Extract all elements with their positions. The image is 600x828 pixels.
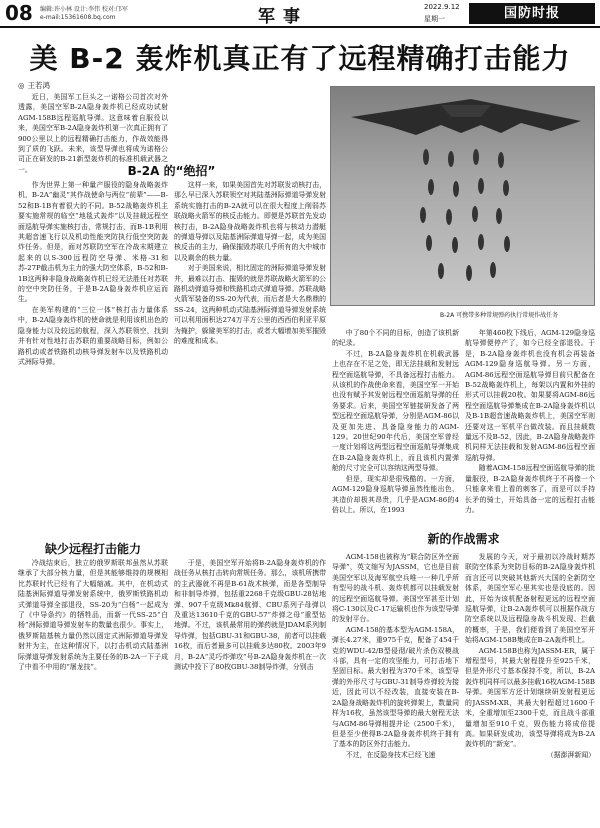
paragraph: 冷战结束后，独立的俄罗斯联邦虽然从苏联继承了大部分核力量，但是其能够维持的规模相比苏联时代已经有了大幅缩减。其中，在机动式陆基洲际弹道导弹发射系统中，俄罗斯铁路机动式弹道导弹全部退役，SS-20为“白杨”一起成为了《中导条约》的牺牲品，而新一代SS-25“白杨”洲际弹道导弹发射车的数量也很少。事实上，俄罗斯陆基核力量仍然以固定式洲际弹道导弹发射井为主，在这种情况下，以打击机动式陆基洲际弹道导弹发射系统为主要任务的B-2A一下子成了中看不中用的“屠龙技”。 bbox=[18, 559, 168, 672]
author-name: 王若鸿 bbox=[27, 81, 51, 90]
section2-column-2 bbox=[174, 558, 326, 672]
paragraph: 但是，现实却是很残酷的。一方面，AGM-129隐身巡航导弹虽然性能出色，其造价却极其昂贵，几乎是AGM-86的4倍以上。所以，在1993 bbox=[332, 474, 459, 514]
newspaper-logo: 国防时报 bbox=[469, 3, 595, 24]
section-heading-1: B-2A 的“绝招” bbox=[127, 164, 216, 178]
paragraph: 于是，美国空军开始将B-2A隐身轰炸机的作战任务从核打击转向常规任务。那么，该机所携带的主武器就不再是B-61战术核弹，而是各型制导和非制导炸弹，包括重2268千克级GBU-28钻地弹、907千克级Mk84航弹、CBU系列子母弹以及重达13610千克的GBU-57“炸弹之母”重型钻地弹。不过，该机最常用的弹药就是JDAM系列制导炸弹，包括GBU-31和GBU-38，前者可以挂载16枚，而后者最多可以挂载多达80枚。2003年9月，B-2A“灵巧炸弹攻”号B-2A隐身轰炸机在一次测试中投下了80枚GBU-38制导炸弹，分别击 bbox=[174, 559, 326, 672]
paragraph: 年第460枚下线后，AGM-129隐身巡航导弹便停产了，如今已经全部退役。于是，B-2A隐身轰炸机也没有机会再装备AGM-129隐身巡航导弹。另一方面，AGM-86远程空面巡航导弹目前只配备在B-52战略轰炸机上，每架以内置和外挂的形式可以挂载20枚。如果要将AGM-86远程空面巡航导弹集成在B-2A隐身轰炸机以及B-1B超音速战略轰炸机上，美国空军则还要对这一军机平台做改装。而且挂载数量远不及B-52，因此，B-2A隐身战略轰炸机同样无法挂载和发射AGM-86远程空面巡航导弹。 bbox=[465, 329, 595, 462]
section-heading-3: 新的作战需求 bbox=[427, 532, 500, 546]
paragraph: AGM-158B也称为JASSM-ER，属于增程型号，其最大射程提升至925千米，但是外形尺寸基本保持不变，所以，B-2A轰炸机同样可以最多挂载16枚AGM-158B导弹。美国军方还计划继续研发射程更远的JASSM-XR，其最大射程超过1600千米，全重增加至2300千克，而且战斗部重量增加至910千克，毁伤能力将成倍提高。如果研发成功，该型导弹将成为B-2A轰炸机的“新宠”。 bbox=[465, 646, 595, 749]
paragraph: 对于美国来说，相比固定的洲际弹道导弹发射井，最难以打击、摧毁的就是苏联战略火箭军的公路机动弹道导弹和铁路机动式弹道导弹。苏联战略火箭军装备的SS-20为代表，而后者是大名鼎鼎的SS-24，这两种机动式陆基洲际弹道导弹发射系统可以利用面积达274万平方公里的西西伯利亚平原为掩护，躲避美军的打击，或者大幅增加美军摧毁的难度和成本。 bbox=[174, 264, 326, 346]
staff-line: 编辑:许小林 设计:李伟 校对:邝军 bbox=[40, 6, 128, 13]
section3-column-1 bbox=[332, 552, 459, 760]
masthead bbox=[0, 0, 600, 28]
byline bbox=[18, 80, 50, 91]
editor-email: e-mail:15361608.bq.com bbox=[40, 14, 116, 21]
paragraph: 这样一来，如果美国首先对苏联发动核打击，那么早已深入苏联领空对其陆基洲际弹道导弹发射系统实施打击的B-2A就可以在很大程度上削弱苏联战略火箭军的核反击能力。即便是苏联首先发动核打击，B-2A隐身战略轰炸机也将与核动力潜艇的弹道导弹以及陆基洲际弹道导弹一起，成为美国核反击的主力，确保摧毁苏联几乎所有的大中城市以及剩余的核力量。 bbox=[174, 181, 326, 262]
paragraph: 不过，B-2A隐身轰炸机在机载武器上也存在不足之处，即无法挂载和发射远程空面巡航导弹，不具备远程打击能力。从该机的作战使命来看，美国空军一开始也没有赋予其发射远程空面巡航导弹的任务要求。后来，美国空军链接研发备了两型远程空面巡航导弹，分别是AGM-86以及更加先进、具备隐身能力的AGM-129。20世纪90年代后，美国空军曾经一度计划将这两型远程空面巡航导弹集成在B-2A隐身轰炸机上，而且该机内置弹舱的尺寸完全可以容纳这两型导弹。 bbox=[332, 349, 459, 473]
paragraph: 在美军构建的“三位一体”核打击力量体系中，B-2A隐身轰炸机的使命就是利用该机出色的隐身能力以及较远的航程，深入苏联领空，找到并有针对性地打击苏联的重要战略目标，例如公路机动或者铁路机动核导弹发射车以及铁路机动式洲际导弹。 bbox=[18, 305, 168, 366]
page-number: 08 bbox=[5, 1, 33, 25]
section1-column-1 bbox=[18, 180, 168, 367]
article-headline: 美 B-2 轰炸机真正有了远程精确打击能力 bbox=[29, 42, 571, 75]
section-heading-2: 缺少远程打击能力 bbox=[44, 542, 141, 556]
paragraph: 发展的今天，对于最初以冷战时期苏联防空体系为突防目标的B-2A隐身轰炸机而言还可以突破其他新兴大国的全新防空体系，美国空军心里其实也是没底的。因此，开始为该机配备射程更远的远程空面巡航导弹，让B-2A轰炸机可以根据作战方防空系统以及远程隐身战斗机发现、拦截的概率，于是，我们便看到了美国空军开始将AGM-158B集成在B-2A轰炸机上。 bbox=[465, 553, 595, 645]
paragraph: AGM-158也被称为“联合防区外空面导弹”，英文缩写为JASSM，它也是目前美国空军以及海军航空兵唯一一种几乎所有型号的战斗机、轰炸机都可以挂载发射的远程空面巡航导弹。美国空军甚至计划将C-130以及C-17运输机也作为该型导弹的发射平台。 bbox=[332, 553, 459, 624]
paragraph: 不过，在反隐身技术已经飞速 bbox=[345, 750, 436, 759]
section2-column-1 bbox=[18, 558, 168, 672]
paragraph: 作为世界上第一种量产服役的隐身战略轰炸机，B-2A“幽灵”其作战使命与两位“前辈”——B-52和B-1B有着很大的不同。B-52战略轰炸机主要实施常规的临空“地毯式轰炸”以及挂载远程空面巡航导弹实施核打击，常规打击，而B-1B利用其超音速飞行以及机动性能突防执行低空突防轰炸任务。但是，面对苏联防空军在冷战末期建立起来的以S-300远程防空导弹、米格-31和苏-27P截击机为主力的强大防空体系，B-52和B-1B这两种非隐身战略轰炸机已经无法胜任对苏联的空中突防任务，于是B-2A隐身轰炸机应运而生。 bbox=[18, 181, 168, 304]
byline-mark: ◎ bbox=[18, 81, 25, 90]
paragraph: 随着AGM-158远程空面巡航导弹的批量服役，B-2A隐身轰炸机终于不再像一个只能拿来看上看的刺客了，而是可以手持长矛的骑士，开始具备一定的远程打击能力。 bbox=[465, 464, 595, 514]
issue-date: 2022.9.12 bbox=[424, 3, 460, 11]
photo-caption: B-2A 可携带多种常规弹药执行常规作战任务 bbox=[440, 312, 559, 319]
bomber-photo bbox=[330, 86, 595, 306]
article-source: （据澎湃新闻） bbox=[546, 750, 595, 759]
right-mid-column-1 bbox=[332, 328, 459, 515]
intro-paragraph: 近日，美国军工巨头之一诺格公司首次对外透露，美国空军B-2A隐身轰炸机已经成功试射AGM-158B远程巡航导弹。这意味着自服役以来，美国空军B-2A隐身轰炸机第一次真正拥有了900公里以上的远程精确打击能力，作战效能得到了质的飞跃。未来，该型导弹也将成为诺格公司正在研发的B-21新型轰炸机的标准机载武器之一。 bbox=[18, 93, 168, 174]
section1-column-2 bbox=[174, 180, 326, 347]
paragraph: AGM-158的基本型为AGM-158A，弹长4.27米，重975千克，配备了454千克的WDU-42/B型侵彻/破片杀伤双模战斗部，具有一定的攻坚能力，可打击地下坚固目标。最大射程为370千米，该型导弹的外形尺寸与GBU-31制导炸弹较为接近，因此可以不经改装，直接安装在B-2A隐身战略轰炸机的旋转弹架上，数量同样为16枚，虽然该型导弹的最大射程无法与AGM-86导弹相提并论（2500千米），但是至少使得B-2A隐身轰炸机终于拥有了基本的防区外打击能力。 bbox=[332, 625, 459, 749]
issue-weekday: 星期一 bbox=[424, 15, 445, 23]
section3-column-2 bbox=[465, 552, 595, 760]
section-title: 军事 bbox=[258, 7, 308, 27]
b2-bomber-illustration bbox=[331, 87, 595, 306]
paragraph: 中了80个不同的目标，创造了该机新的纪录。 bbox=[332, 329, 459, 348]
right-mid-column-2 bbox=[465, 328, 595, 515]
